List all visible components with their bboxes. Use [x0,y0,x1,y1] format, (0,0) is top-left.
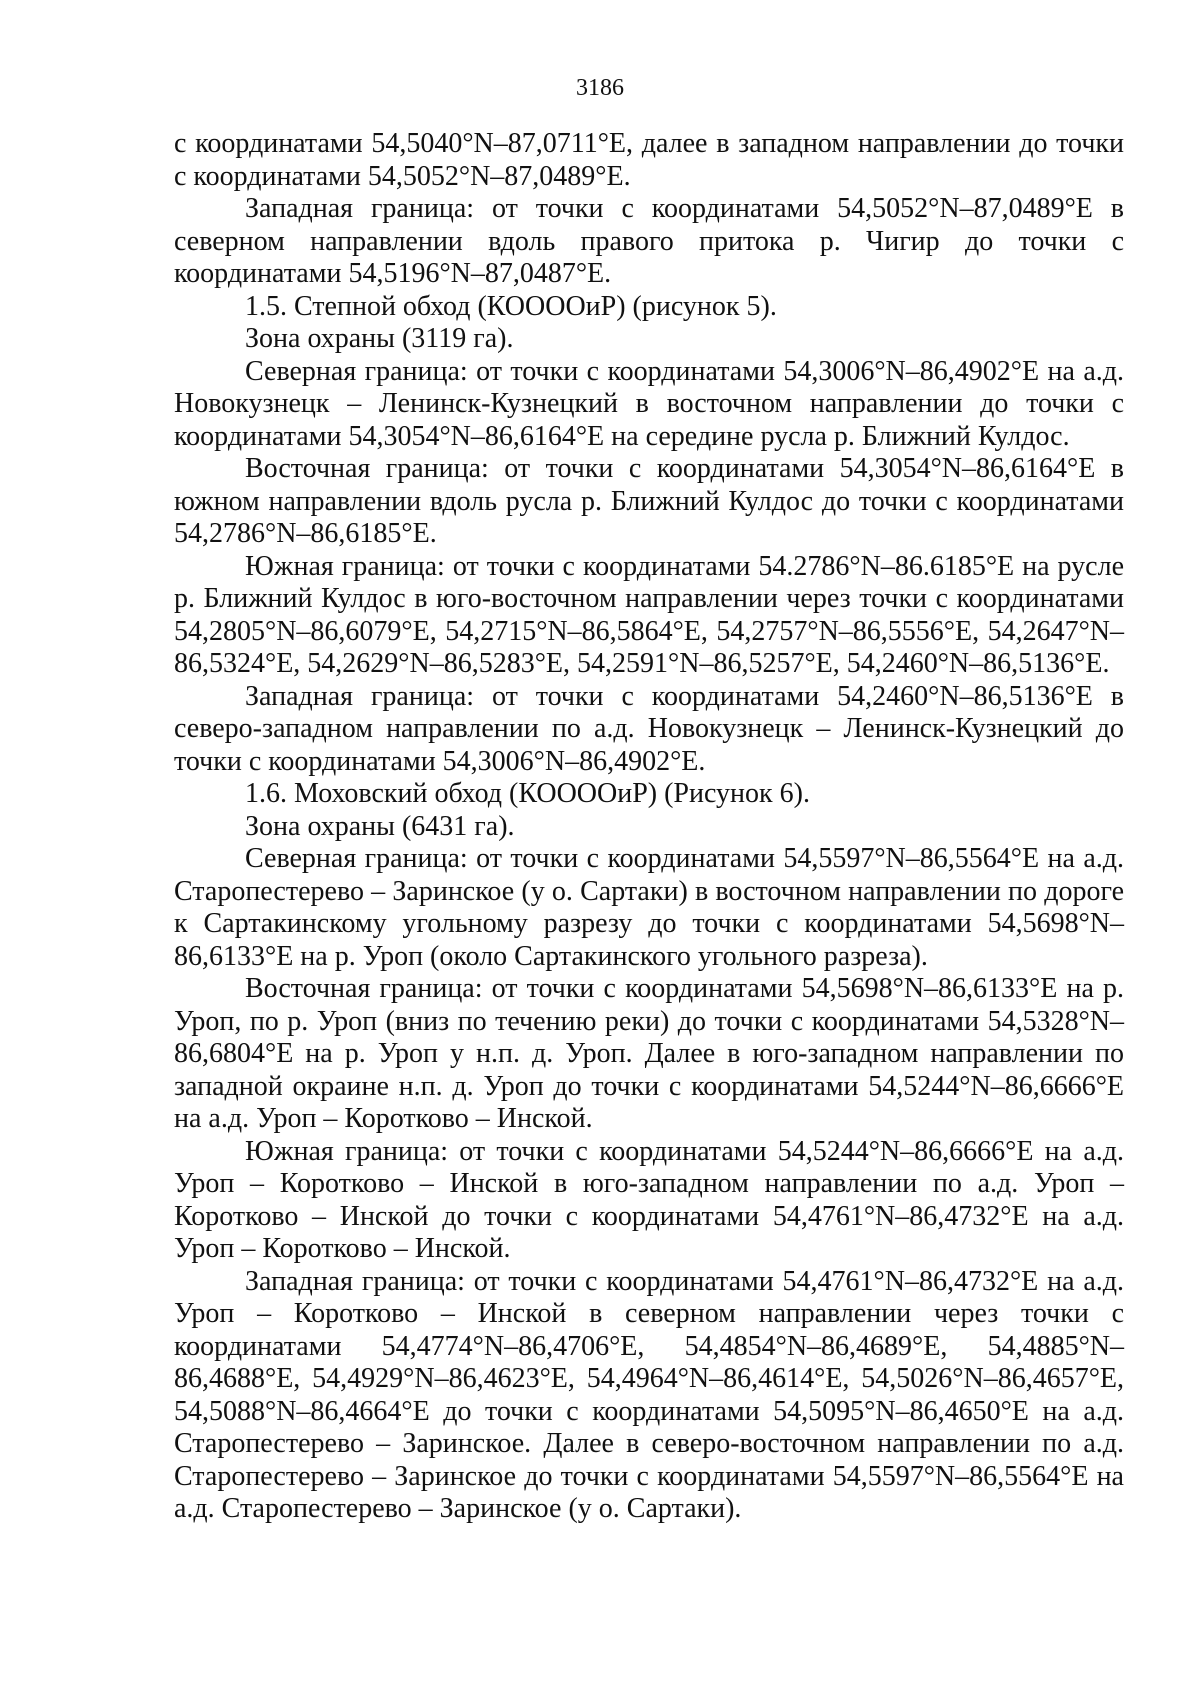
section-heading-1-6: 1.6. Моховский обход (КОООOиР) (Рисунок 6). [245,778,810,809]
paragraph-eastern-border-1-6: Восточная граница: от точки с координатами 54,5698°N–86,6133°E на р. Уроп, по р. Уроп (вниз по течению реки) до точки с координатами 54,5328°N–86,6804°E на р. Уроп у н.п. д. Уроп. Далее в юго-западном направлении по западной окраине н.п. д. Уроп до точки с координатами 54,5244°N–86,6666°E на а.д. Уроп – Коротково – Инской. [174,973,1124,1134]
paragraph-western-border-1-5: Западная граница: от точки с координатами 54,2460°N–86,5136°E в северо-западном направлении по а.д. Новокузнецк – Ленинск-Кузнецкий до точки с координатами 54,3006°N–86,4902°E. [174,680,1124,777]
paragraph-continuation: с координатами 54,5040°N–87,0711°E, далее в западном направлении до точки с координатами 54,5052°N–87,0489°E. [174,128,1124,192]
page-number: 3186 [576,75,624,101]
paragraph-eastern-border-1-5: Восточная граница: от точки с координатами 54,3054°N–86,6164°E в южном направлении вдоль русла р. Ближний Кулдос до точки с координатами 54,2786°N–86,6185°E. [174,453,1124,549]
paragraph-western-border-1-6: Западная граница: от точки с координатами 54,4761°N–86,4732°E на а.д. Уроп – Коротково – Инской в северном направлении через точки с координатами 54,4774°N–86,4706°E, 54,4854°N–86,4689°E, 54,4885°N–86,4688°E, 54,4929°N–86,4623°E, 54,4964°N–86,4614°E, 54,5026°N–86,4657°E, 54,5088°N–86,4664°E до точки с координатами 54,5095°N–86,4650°E на а.д. Старопестерево – Заринское. Далее в северо-восточном направлении по а.д. Старопестерево – Заринское до точки с координатами 54,5597°N–86,5564°E на а.д. Старопестерево – Заринское (у о. Сартаки). [174,1265,1124,1524]
paragraph-northern-border-1-5: Северная граница: от точки с координатами 54,3006°N–86,4902°E на а.д. Новокузнецк – Ленинск-Кузнецкий в восточном направлении до точки с координатами 54,3054°N–86,6164°E на середине русла р. Ближний Кулдос. [174,355,1124,452]
protection-zone-1-6: Зона охраны (6431 га). [245,810,515,842]
paragraph-northern-border-1-6: Северная граница: от точки с координатами 54,5597°N–86,5564°E на а.д. Старопестерево – Заринское (у о. Сартаки) в восточном направлении по дороге к Сартакинскому угольному разрезу до точки с координатами 54,5698°N–86,6133°E на р. Уроп (около Сартакинского угольного разреза). [174,843,1124,972]
document-body [174,128,1124,1526]
paragraph-western-border-prev: Западная граница: от точки с координатами 54,5052°N–87,0489°E в северном направлении вдоль правого притока р. Чигир до точки с координатами 54,5196°N–87,0487°E. [174,193,1124,289]
paragraph-southern-border-1-6: Южная граница: от точки с координатами 54,5244°N–86,6666°E на а.д. Уроп – Коротково – Инской в юго-западном направлении по а.д. Уроп – Коротково – Инской до точки с координатами 54,4761°N–86,4732°E на а.д. Уроп – Коротково – Инской. [174,1135,1124,1264]
paragraph-southern-border-1-5: Южная граница: от точки с координатами 54.2786°N–86.6185°E на русле р. Ближний Кулдос в юго-восточном направлении через точки с координатами 54,2805°N–86,6079°E, 54,2715°N–86,5864°E, 54,2757°N–86,5556°E, 54,2647°N–86,5324°E, 54,2629°N–86,5283°E, 54,2591°N–86,5257°E, 54,2460°N–86,5136°E. [174,550,1124,679]
section-heading-1-5: 1.5. Степной обход (КОООOиР) (рисунок 5). [245,290,777,322]
protection-zone-1-5: Зона охраны (3119 га). [245,323,514,354]
